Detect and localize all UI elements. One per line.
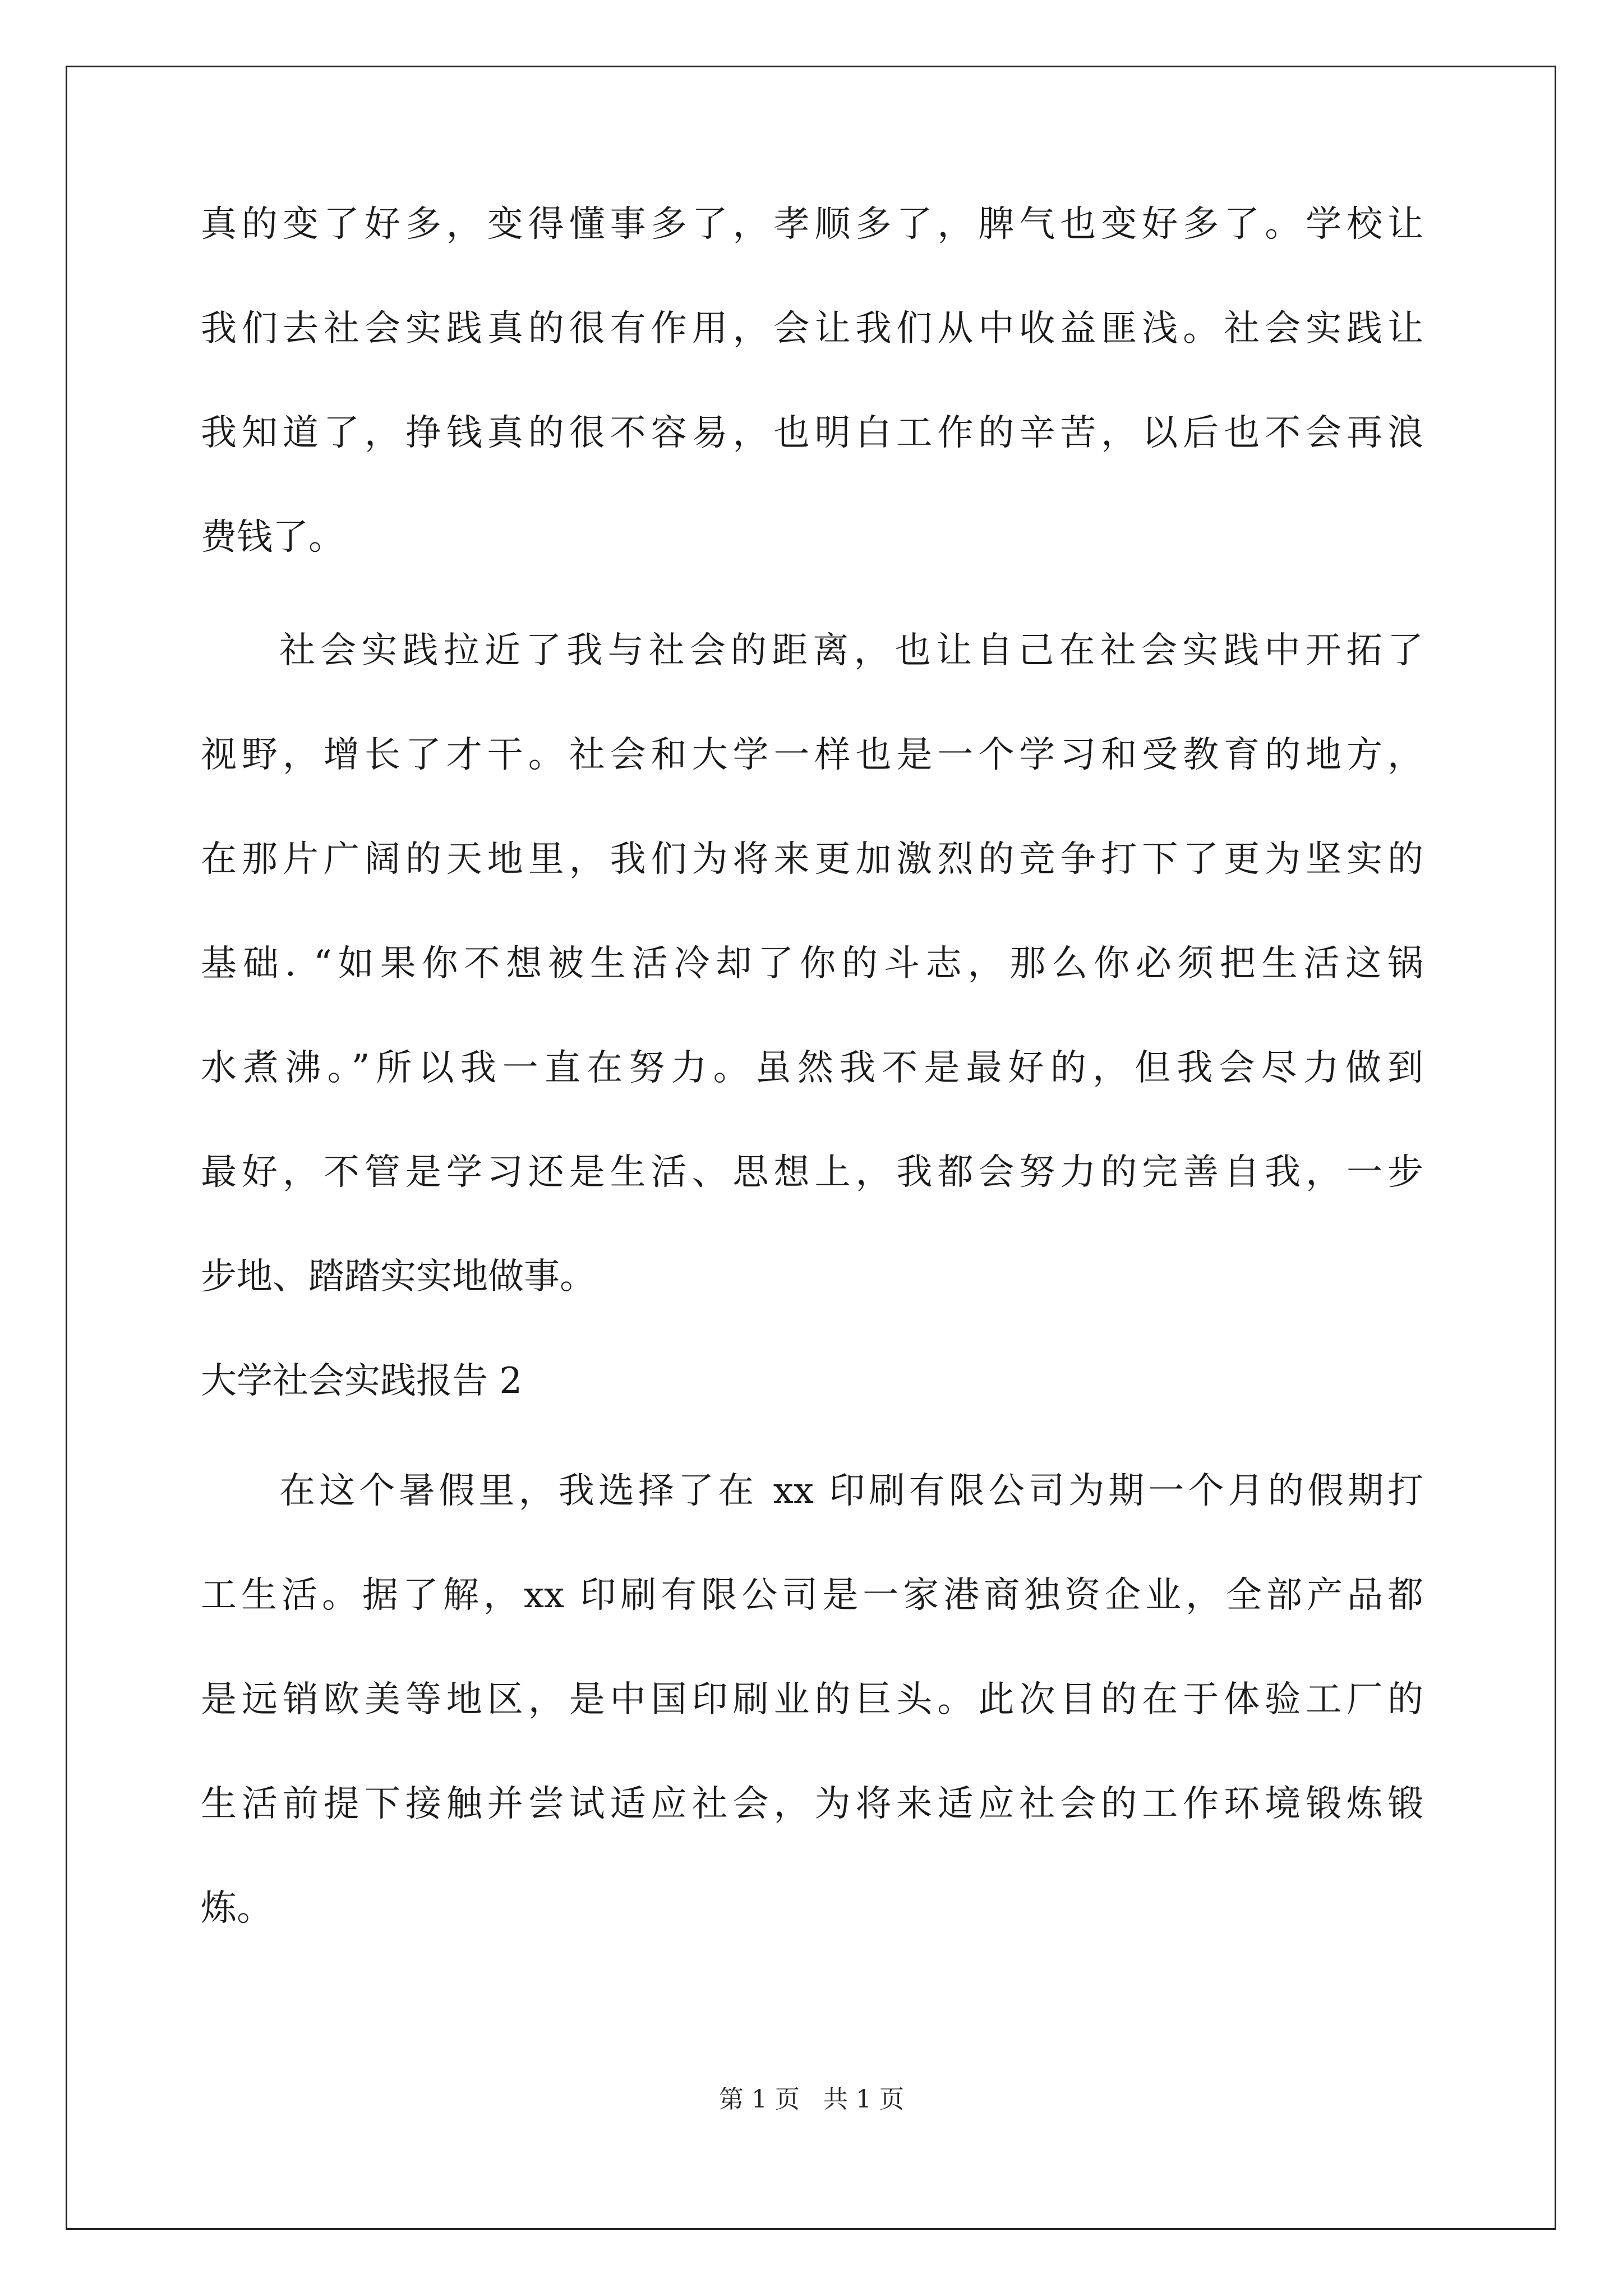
- page-number-footer: 第 1 页 共 1 页: [719, 2085, 904, 2114]
- text-line: 我们去社会实践真的很有作用，会让我们从中收益匪浅。社会实践让: [201, 308, 1423, 349]
- text-line: 在这个暑假里，我选择了在 xx 印刷有限公司为期一个月的假期打: [279, 1470, 1423, 1512]
- text-line: 在那片广阔的天地里，我们为将来更加激烈的竞争打下了更为坚实的: [201, 839, 1423, 880]
- text-line: 基础. “如果你不想被生活冷却了你的斗志，那么你必须把生活这锅: [201, 943, 1423, 984]
- section-heading: 大学社会实践报告 2: [201, 1360, 523, 1402]
- text-line: 是远销欧美等地区，是中国印刷业的巨头。此次目的在于体验工厂的: [201, 1679, 1423, 1720]
- text-line: 真的变了好多，变得懂事多了，孝顺多了，脾气也变好多了。学校让: [201, 204, 1423, 245]
- text-line: 我知道了，挣钱真的很不容易，也明白工作的辛苦，以后也不会再浪: [201, 412, 1423, 454]
- text-line: 步地、踏踏实实地做事。: [201, 1256, 596, 1297]
- text-line: 炼。: [201, 1888, 273, 1929]
- text-line: 社会实践拉近了我与社会的距离，也让自己在社会实践中开拓了: [279, 630, 1423, 671]
- text-line: 工生活。据了解，xx 印刷有限公司是一家港商独资企业，全部产品都: [201, 1575, 1423, 1616]
- text-line: 水煮沸。”所以我一直在努力。虽然我不是最好的，但我会尽力做到: [201, 1047, 1423, 1089]
- text-line: 生活前提下接触并尝试适应社会，为将来适应社会的工作环境锻炼锻: [201, 1783, 1423, 1825]
- text-line: 费钱了。: [201, 517, 344, 558]
- text-line: 最好，不管是学习还是生活、思想上，我都会努力的完善自我，一步: [201, 1152, 1423, 1193]
- text-line: 视野，增长了才干。社会和大学一样也是一个学习和受教育的地方，: [201, 734, 1423, 776]
